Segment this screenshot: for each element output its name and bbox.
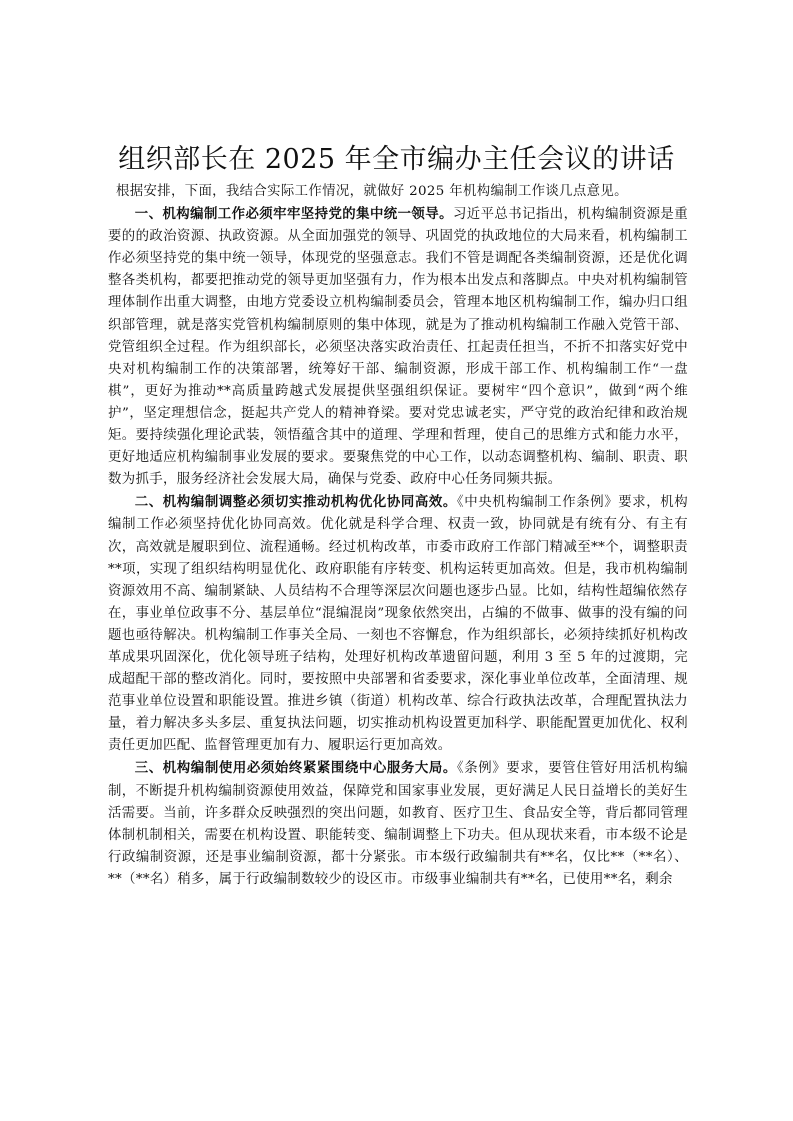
section-1-paragraph (108, 203, 688, 491)
section-2-body: 《中央机构编制工作条例》要求，机构编制工作必须坚持优化协同高效。优化就是科学合理、权责一致，协同就是有统有分、有主有次，高效就是履职到位、流程通畅。经过机构改革，市委市政府工作部门精减至**个，调整职责**项，实现了组织结构明显优化、政府职能有序转变、机构运转更加高效。但是，我市机构编制资源效用不高、编制紧缺、人员结构不合理等深层次问题也逐步凸显。比如，结构性超编依然存在，事业单位政事不分、基层单位“混编混岗”现象依然突出，占编的不做事、做事的没有编的问题也亟待解决。机构编制工作事关全局、一刻也不容懈怠，作为组织部长，必须持续抓好机构改革成果巩固深化，优化领导班子结构，处理好机构改革遗留问题，利用 3 至 5 年的过渡期，完成超配干部的整改消化。同时，要按照中央部署和省委要求，深化事业单位改革，全面清理、规范事业单位设置和职能设置。推进乡镇（街道）机构改革、综合行政执法改革，合理配置执法力量，着力解决多头多层、重复执法问题，切实推动机构设置更加科学、职能配置更加优化、权利责任更加匹配、监督管理更加有力、履职运行更加高效。 (108, 495, 688, 754)
section-3-body: 《条例》要求，要管住管好用活机构编制，不断提升机构编制资源使用效益，保障党和国家事业发展，更好满足人民日益增长的美好生活需要。当前，许多群众反映强烈的突出问题，如教育、医疗卫生、食品安全等，背后都同管理体制机制相关，需要在机构设置、职能转变、编制调整上下功夫。但从现状来看，市本级不论是行政编制资源，还是事业编制资源，都十分紧张。市本级行政编制共有**名，仅比**（**名）、**（**名）稍多，属于行政编制数较少的设区市。市级事业编制共有**名，已使用**名，剩余 (108, 761, 688, 887)
intro-paragraph: 根据安排，下面，我结合实际工作情况，就做好 2025 年机构编制工作谈几点意见。 (116, 184, 628, 199)
document-body (108, 181, 688, 891)
section-3-paragraph (108, 757, 688, 891)
section-1-heading: 一、机构编制工作必须牢牢坚持党的集中统一领导。 (134, 206, 453, 223)
document-title: 组织部长在 2025 年全市编办主任会议的讲话 (118, 144, 675, 175)
section-3-heading: 三、机构编制使用必须始终紧紧围绕中心服务大局。 (134, 760, 457, 777)
section-1-body: 习近平总书记指出，机构编制资源是重要的的政治资源、执政资源。从全面加强党的领导、巩固党的执政地位的大局来看，机构编制工作必须坚持党的集中统一领导，体现党的坚强意志。我们不管是调配各类编制资源，还是优化调整各类机构，都要把推动党的领导更加坚强有力，作为根本出发点和落脚点。中央对机构编制管理体制作出重大调整，由地方党委设立机构编制委员会，管理本地区机构编制工作，编办归口组织部管理，就是落实党管机构编制原则的集中体现，就是为了推动机构编制工作融入党管干部、党管组织全过程。作为组织部长，必须坚决落实政治责任、扛起责任担当，不折不扣落实好党中央对机构编制工作的决策部署，统筹好干部、编制资源，形成干部工作、机构编制工作“一盘棋”，更好为推动**高质量跨越式发展提供坚强组织保证。要树牢“四个意识”，做到“两个维护”，坚定理想信念，挺起共产党人的精神脊梁。要对党忠诚老实，严守党的政治纪律和政治规矩。要持续强化理论武装，领悟蕴含其中的道理、学理和哲理，使自己的思维方式和能力水平，更好地适应机构编制事业发展的要求。要聚焦党的中心工作，以动态调整机构、编制、职责、职数为抓手，服务经济社会发展大局，确保与党委、政府中心任务同频共振。 (108, 207, 688, 488)
section-2-heading: 二、机构编制调整必须切实推动机构优化协同高效。 (134, 494, 457, 511)
section-2-paragraph (108, 491, 688, 757)
